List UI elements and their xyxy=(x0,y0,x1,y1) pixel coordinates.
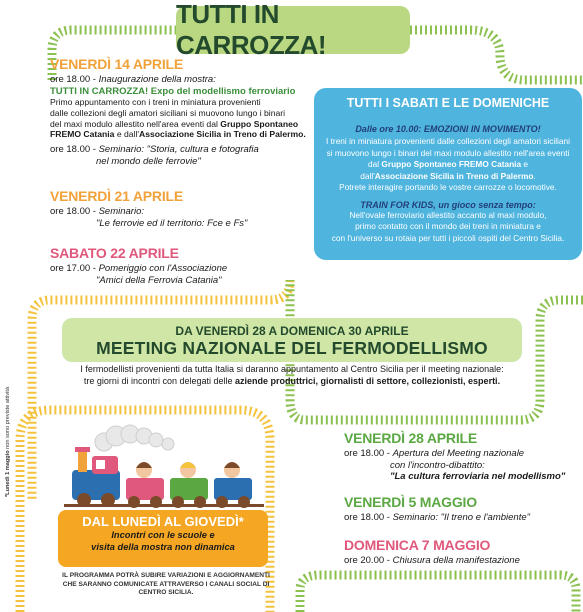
event-14-april xyxy=(50,56,320,167)
meeting-dates: DA VENERDÌ 28 A DOMENICA 30 APRILE xyxy=(175,324,409,338)
school-box xyxy=(58,510,268,567)
event-time: ore 18.00 - xyxy=(344,448,390,459)
event-text: Seminario: xyxy=(98,206,145,217)
event-text: "La cultura ferroviaria nel modellismo" xyxy=(390,471,566,482)
event-time: ore 17.00 - xyxy=(50,263,96,274)
event-time: ore 18.00 - xyxy=(344,512,390,523)
event-text: "Le ferrovie ed il territorio: Fce e Fs" xyxy=(96,217,248,229)
event-expo-title: TUTTI IN CARROZZA! Expo del modellismo ferroviario xyxy=(50,85,296,97)
event-time: ore 18.00 - xyxy=(50,144,96,156)
event-text: Seminario: "Il treno e l'ambiente" xyxy=(392,512,530,523)
event-description: Primo appuntamento con i treni in miniatura provenienti dalle collezioni degli amatori siciliani si muovono lungo i binari del maxi modulo allestito nell'area eventi dal Gruppo Spontaneo FREMO Catania e dall'Associazione Sicilia in Treno di Palermo. xyxy=(50,97,306,140)
event-day: VENERDÌ 5 MAGGIO xyxy=(344,494,477,510)
event-day: VENERDÌ 28 APRILE xyxy=(344,430,478,446)
event-5-may xyxy=(344,494,574,524)
meeting-title: MEETING NAZIONALE DEL FERMODELLISMO xyxy=(96,338,488,358)
event-time: ore 18.00 - xyxy=(50,74,96,85)
event-text: Pomeriggio con l'Associazione xyxy=(98,263,228,274)
event-day: DOMENICA 7 MAGGIO xyxy=(344,537,491,553)
track-bottom-right xyxy=(300,575,576,612)
side-note: *Lunedì 1 maggio non sono previste attività xyxy=(5,386,11,497)
event-time: ore 20.00 - xyxy=(344,555,390,566)
school-header: DAL LUNEDÌ AL GIOVEDÌ* xyxy=(82,514,244,529)
event-text: Chiusura della manifestazione xyxy=(392,555,520,566)
event-day: VENERDÌ 21 APRILE xyxy=(50,188,184,204)
weekend-header: TUTTI I SABATI E LE DOMENICHE xyxy=(346,96,550,110)
event-text: nel mondo delle ferrovie" xyxy=(96,155,201,167)
event-text: Apertura del Meeting nazionale xyxy=(392,448,525,459)
weekend-box xyxy=(314,88,582,260)
event-text: Inaugurazione della mostra: xyxy=(98,74,216,85)
weekend-subtitle: Dalle ore 10.00: EMOZIONI IN MOVIMENTO! xyxy=(355,124,541,134)
event-time: ore 18.00 - xyxy=(50,206,96,217)
program-footnote: IL PROGRAMMA POTRÀ SUBIRE VARIAZIONI E AGGIORNAMENTI CHE SARANNO COMUNICATE ATTRAVERSO I CANALI SOCIAL DI CENTRO SICILIA. xyxy=(62,572,270,596)
train-for-kids-description: Nell'ovale ferroviario allestito accanto al maxi modulo, primo contatto con il mondo dei treni in miniatura e con l'universo su rotaia per tutti i piccoli ospiti del Centro Sicilia. xyxy=(331,209,565,243)
school-text-2: visita della mostra non dinamica xyxy=(91,542,235,552)
meeting-description: I fermodellisti provenienti da tutta Italia si daranno appuntamento al Centro Sicilia per il meeting nazionale: tre giorni di incontri con delegati delle aziende produttrici, giornalisti di settore, collezionisti, esperti. xyxy=(80,364,504,386)
event-21-april xyxy=(50,188,310,229)
track-top-right xyxy=(410,30,583,80)
event-text: "Amici della Ferrovia Catania" xyxy=(96,274,222,286)
train-illustration xyxy=(64,420,264,510)
event-28-april xyxy=(344,430,574,483)
school-text-1: Incontri con le scuole e xyxy=(111,530,215,540)
event-day: VENERDÌ 14 APRILE xyxy=(50,56,184,72)
event-text: con l'incontro-dibattito: xyxy=(390,459,485,471)
page-title: TUTTI IN CARROZZA! xyxy=(176,6,410,54)
event-day: SABATO 22 APRILE xyxy=(50,245,179,261)
weekend-description: I treni in miniatura provenienti dalle collezioni degli amatori siciliani si muovono lungo i binari del maxi modulo allestito nell'area eventi dal Gruppo Spontaneo FREMO Catania e dall'Associazione Sicilia in Treno di Palermo. Potrete interagire portando le vostre carrozze o locomotive. xyxy=(326,136,570,192)
event-7-may xyxy=(344,537,574,567)
event-22-april xyxy=(50,245,310,286)
event-text: Seminario: "Storia, cultura e fotografia xyxy=(98,144,259,156)
meeting-banner xyxy=(62,318,522,362)
train-for-kids-title: TRAIN FOR KIDS, un gioco senza tempo: xyxy=(360,199,536,210)
